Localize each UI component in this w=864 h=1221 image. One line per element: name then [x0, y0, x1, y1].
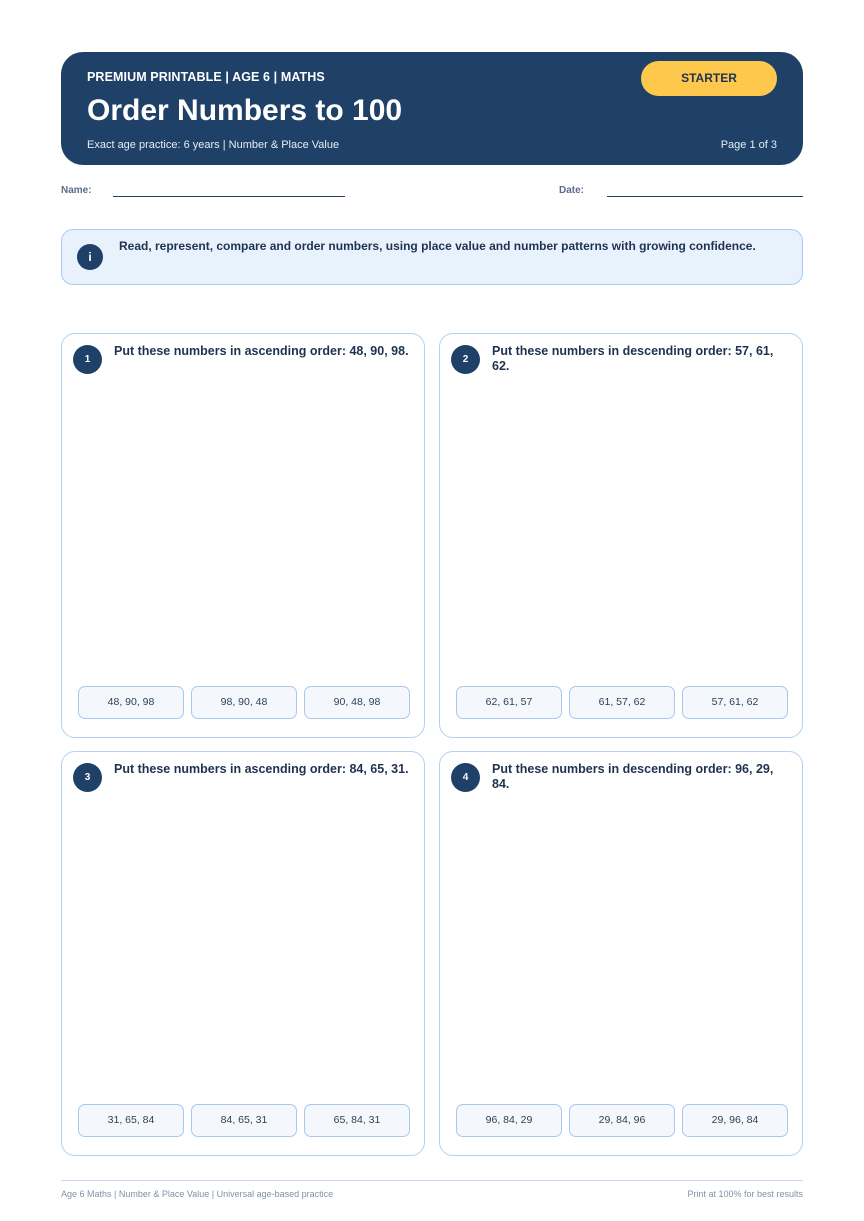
answer-option[interactable]: 96, 84, 29 — [456, 1104, 562, 1137]
question-number: 3 — [73, 763, 102, 792]
question-card — [61, 333, 425, 738]
answer-option[interactable]: 31, 65, 84 — [78, 1104, 184, 1137]
question-card — [61, 751, 425, 1156]
answer-options — [456, 686, 788, 719]
page-number: Page 1 of 3 — [720, 139, 777, 151]
question-card — [439, 751, 803, 1156]
date-field[interactable] — [607, 196, 803, 197]
answer-option[interactable]: 61, 57, 62 — [569, 686, 675, 719]
info-icon: i — [77, 244, 103, 270]
header-kicker: PREMIUM PRINTABLE | AGE 6 | MATHS — [87, 70, 325, 84]
info-box — [61, 229, 803, 285]
date-label: Date: — [559, 185, 585, 196]
header-subtitle: Exact age practice: 6 years | Number & Place Value — [87, 139, 340, 151]
answer-option[interactable]: 48, 90, 98 — [78, 686, 184, 719]
answer-option[interactable]: 65, 84, 31 — [304, 1104, 410, 1137]
name-field[interactable] — [113, 196, 345, 197]
name-label: Name: — [61, 185, 92, 196]
answer-option[interactable]: 29, 96, 84 — [682, 1104, 788, 1137]
question-text: Put these numbers in ascending order: 84, 65, 31. — [114, 762, 409, 776]
question-number: 1 — [73, 345, 102, 374]
answer-options — [456, 1104, 788, 1137]
question-text: Put these numbers in ascending order: 48, 90, 98. — [114, 344, 409, 358]
answer-option[interactable]: 84, 65, 31 — [191, 1104, 297, 1137]
answer-options — [78, 686, 410, 719]
question-number: 4 — [451, 763, 480, 792]
footer-text: Age 6 Maths | Number & Place Value | Universal age-based practice — [61, 1189, 334, 1199]
answer-option[interactable]: 62, 61, 57 — [456, 686, 562, 719]
question-text: Put these numbers in descending order: 57, 61, 62. — [492, 344, 774, 373]
question-number: 2 — [451, 345, 480, 374]
footer-divider — [61, 1180, 803, 1181]
worksheet-header — [61, 52, 803, 165]
answer-option[interactable]: 57, 61, 62 — [682, 686, 788, 719]
level-badge: STARTER — [641, 61, 777, 96]
info-text: Read, represent, compare and order numbers, using place value and number patterns with growing confidence. — [119, 239, 756, 253]
print-note: Print at 100% for best results — [687, 1189, 803, 1199]
question-text: Put these numbers in descending order: 96, 29, 84. — [492, 762, 774, 791]
question-card — [439, 333, 803, 738]
answer-option[interactable]: 90, 48, 98 — [304, 686, 410, 719]
answer-option[interactable]: 98, 90, 48 — [191, 686, 297, 719]
answer-options — [78, 1104, 410, 1137]
page-title: Order Numbers to 100 — [87, 94, 403, 127]
answer-option[interactable]: 29, 84, 96 — [569, 1104, 675, 1137]
